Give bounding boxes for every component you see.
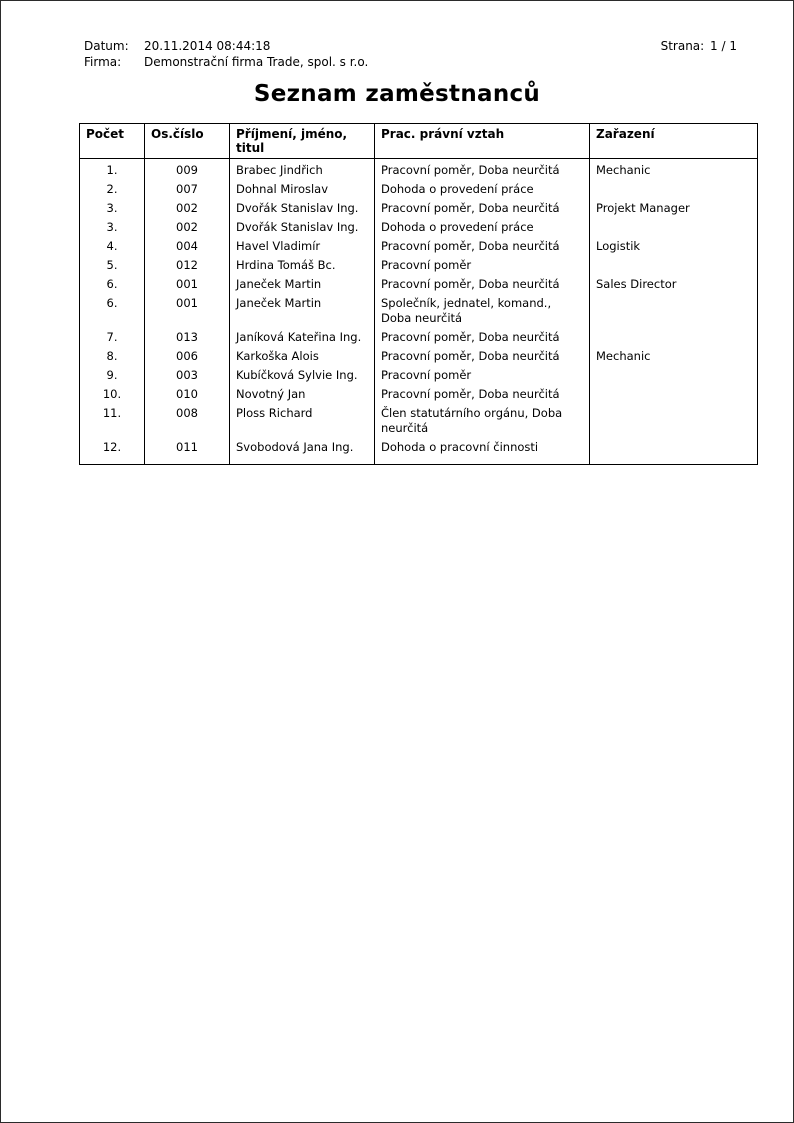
cell-count: 11. bbox=[80, 404, 145, 438]
cell-employment-relation: Pracovní poměr bbox=[375, 256, 590, 275]
table-row bbox=[80, 275, 758, 294]
cell-personal-number: 001 bbox=[145, 275, 230, 294]
company-value: Demonstrační firma Trade, spol. s r.o. bbox=[144, 55, 369, 69]
cell-name: Ploss Richard bbox=[230, 404, 375, 438]
cell-employment-relation: Člen statutárního orgánu, Doba neurčitá bbox=[375, 404, 590, 438]
cell-employment-relation: Pracovní poměr, Doba neurčitá bbox=[375, 328, 590, 347]
employee-table-body bbox=[80, 159, 758, 465]
cell-personal-number: 008 bbox=[145, 404, 230, 438]
table-row bbox=[80, 180, 758, 199]
page-number-label: Strana: bbox=[660, 39, 705, 53]
cell-employment-relation: Pracovní poměr, Doba neurčitá bbox=[375, 275, 590, 294]
cell-personal-number: 002 bbox=[145, 199, 230, 218]
column-header-position: Zařazení bbox=[590, 124, 758, 159]
cell-count: 4. bbox=[80, 237, 145, 256]
company-row bbox=[84, 54, 368, 70]
cell-count: 12. bbox=[80, 438, 145, 465]
table-header-row bbox=[80, 124, 758, 159]
cell-position bbox=[590, 218, 758, 237]
cell-name: Karkoška Alois bbox=[230, 347, 375, 366]
cell-employment-relation: Pracovní poměr, Doba neurčitá bbox=[375, 237, 590, 256]
cell-count: 3. bbox=[80, 218, 145, 237]
table-row bbox=[80, 256, 758, 275]
table-row bbox=[80, 294, 758, 328]
cell-name: Janíková Kateřina Ing. bbox=[230, 328, 375, 347]
cell-employment-relation: Dohoda o pracovní činnosti bbox=[375, 438, 590, 465]
cell-position: Projekt Manager bbox=[590, 199, 758, 218]
column-header-count: Počet bbox=[80, 124, 145, 159]
cell-count: 5. bbox=[80, 256, 145, 275]
cell-count: 1. bbox=[80, 159, 145, 181]
cell-name: Brabec Jindřich bbox=[230, 159, 375, 181]
cell-personal-number: 011 bbox=[145, 438, 230, 465]
cell-name: Novotný Jan bbox=[230, 385, 375, 404]
cell-name: Dohnal Miroslav bbox=[230, 180, 375, 199]
cell-count: 8. bbox=[80, 347, 145, 366]
cell-position bbox=[590, 328, 758, 347]
cell-personal-number: 012 bbox=[145, 256, 230, 275]
cell-position: Sales Director bbox=[590, 275, 758, 294]
cell-position bbox=[590, 180, 758, 199]
table-row bbox=[80, 328, 758, 347]
table-row bbox=[80, 366, 758, 385]
table-row bbox=[80, 385, 758, 404]
cell-employment-relation: Společník, jednatel, komand., Doba neurčitá bbox=[375, 294, 590, 328]
cell-count: 6. bbox=[80, 294, 145, 328]
cell-count: 6. bbox=[80, 275, 145, 294]
date-label: Datum: bbox=[84, 39, 129, 53]
table-row bbox=[80, 404, 758, 438]
employee-table bbox=[79, 123, 758, 465]
cell-name: Dvořák Stanislav Ing. bbox=[230, 199, 375, 218]
company-label: Firma: bbox=[84, 55, 122, 69]
date-row bbox=[84, 38, 368, 54]
cell-personal-number: 003 bbox=[145, 366, 230, 385]
cell-personal-number: 002 bbox=[145, 218, 230, 237]
cell-name: Janeček Martin bbox=[230, 294, 375, 328]
cell-position bbox=[590, 294, 758, 328]
page-number-value: 1 / 1 bbox=[710, 39, 737, 53]
table-row bbox=[80, 199, 758, 218]
cell-employment-relation: Dohoda o provedení práce bbox=[375, 180, 590, 199]
cell-personal-number: 001 bbox=[145, 294, 230, 328]
page-number bbox=[659, 38, 737, 54]
cell-position: Mechanic bbox=[590, 159, 758, 181]
table-row bbox=[80, 237, 758, 256]
cell-count: 10. bbox=[80, 385, 145, 404]
column-header-name: Příjmení, jméno, titul bbox=[230, 124, 375, 159]
report-title: Seznam zaměstnanců bbox=[253, 81, 541, 107]
cell-position bbox=[590, 438, 758, 465]
cell-position bbox=[590, 385, 758, 404]
cell-count: 2. bbox=[80, 180, 145, 199]
cell-personal-number: 009 bbox=[145, 159, 230, 181]
cell-personal-number: 004 bbox=[145, 237, 230, 256]
cell-position bbox=[590, 404, 758, 438]
cell-personal-number: 013 bbox=[145, 328, 230, 347]
cell-personal-number: 007 bbox=[145, 180, 230, 199]
cell-position: Mechanic bbox=[590, 347, 758, 366]
cell-name: Dvořák Stanislav Ing. bbox=[230, 218, 375, 237]
report-meta bbox=[84, 38, 368, 70]
cell-position: Logistik bbox=[590, 237, 758, 256]
cell-employment-relation: Pracovní poměr, Doba neurčitá bbox=[375, 347, 590, 366]
cell-name: Svobodová Jana Ing. bbox=[230, 438, 375, 465]
cell-employment-relation: Pracovní poměr bbox=[375, 366, 590, 385]
cell-name: Kubíčková Sylvie Ing. bbox=[230, 366, 375, 385]
cell-count: 9. bbox=[80, 366, 145, 385]
cell-employment-relation: Pracovní poměr, Doba neurčitá bbox=[375, 199, 590, 218]
cell-count: 3. bbox=[80, 199, 145, 218]
cell-count: 7. bbox=[80, 328, 145, 347]
cell-personal-number: 010 bbox=[145, 385, 230, 404]
cell-position bbox=[590, 366, 758, 385]
cell-name: Havel Vladimír bbox=[230, 237, 375, 256]
cell-employment-relation: Pracovní poměr, Doba neurčitá bbox=[375, 385, 590, 404]
cell-personal-number: 006 bbox=[145, 347, 230, 366]
column-header-employment-relation: Prac. právní vztah bbox=[375, 124, 590, 159]
cell-position bbox=[590, 256, 758, 275]
cell-name: Hrdina Tomáš Bc. bbox=[230, 256, 375, 275]
cell-employment-relation: Pracovní poměr, Doba neurčitá bbox=[375, 159, 590, 181]
column-header-personal-number: Os.číslo bbox=[145, 124, 230, 159]
cell-name: Janeček Martin bbox=[230, 275, 375, 294]
cell-employment-relation: Dohoda o provedení práce bbox=[375, 218, 590, 237]
table-row bbox=[80, 159, 758, 181]
table-row bbox=[80, 438, 758, 465]
date-value: 20.11.2014 08:44:18 bbox=[144, 39, 271, 53]
table-row bbox=[80, 218, 758, 237]
table-row bbox=[80, 347, 758, 366]
